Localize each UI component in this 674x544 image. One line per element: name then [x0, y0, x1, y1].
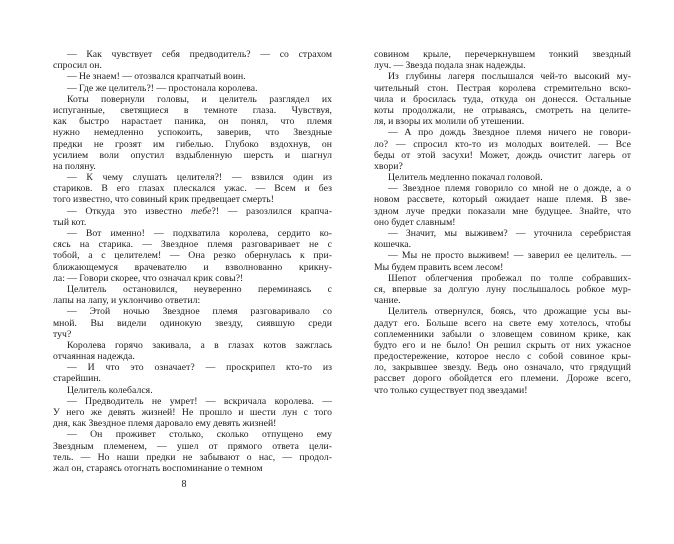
paragraph	[53, 49, 332, 71]
text-line: предки не грозят им гибелью. Глубоко вздохнув, он	[53, 138, 332, 150]
paragraph	[374, 71, 631, 127]
text-line: ло, закрывшее звезду. Ведь оно означало, что грядущий	[374, 362, 631, 374]
text-line: — Откуда это известно тебе?! — разозлился крапча-	[67, 205, 332, 217]
text-line: — Предводитель не умрет! — вскричала королева. —	[67, 395, 332, 407]
text-line: ло? — спросил кто-то из молодых воителей. — Все	[374, 138, 631, 150]
text-line: — Он проживет столько, сколько отпущено ему	[67, 429, 332, 441]
text-line: спросил он.	[53, 60, 102, 72]
text-line: Из глубины лагеря послышался чей-то высокий му-	[388, 71, 631, 83]
text-line: старейшин.	[53, 373, 102, 385]
paragraph	[374, 250, 631, 272]
paragraph	[53, 396, 332, 430]
paragraph	[53, 172, 332, 206]
text-line: что только существует под звездами!	[374, 384, 528, 396]
paragraph	[374, 49, 631, 71]
left-page-text-column	[53, 49, 332, 474]
text-line: туч?	[53, 328, 72, 340]
paragraph	[53, 284, 332, 306]
right-page-text-column	[374, 49, 631, 396]
text-line: беды от этой засухи! Может, дождь очистит лагерь от	[374, 149, 631, 161]
text-line: Целитель остановился, неуверенно переминаясь с	[67, 283, 332, 295]
text-line: чила и бросилась туда, откуда он донесся. Остальные	[374, 93, 631, 105]
text-line: — Вот именно! — подхватила королева, сердито ко-	[67, 228, 332, 239]
text-line: на поляну.	[53, 160, 96, 172]
text-line: Коты повернули головы, и целитель разглядел их	[67, 93, 332, 105]
text-line: мной. Вы видели одинокую звезду, сиявшую среди	[53, 317, 332, 329]
text-line: — Не знаем! — отозвался крапчатый воин.	[67, 71, 246, 83]
text-line: — Этой ночью Звездное племя разговаривало со	[67, 306, 332, 318]
text-line: Шепот облегчения пробежал по толпе собравших-	[388, 272, 631, 284]
text-line: новом рассвете, который ожидает наше племя. В зве-	[374, 194, 631, 206]
text-line: тобой, а с целителем! — Она резко обернулась к при-	[53, 250, 332, 262]
paragraph	[53, 228, 332, 284]
text-line: дня, как Звездное племя даровало ему девять жизней!	[53, 418, 277, 430]
paragraph	[53, 83, 332, 94]
page-number: 8	[181, 479, 187, 490]
text-line: — Мы не просто выживем! — заверил ее целитель. —	[388, 250, 631, 262]
text-line: того известно, что совиный крик предвещает смерть!	[53, 194, 275, 206]
text-line: коты продолжали, не отрываясь, смотреть на целите-	[374, 104, 631, 116]
text-line: Целитель колебался.	[67, 384, 153, 396]
paragraph	[53, 71, 332, 82]
text-line: кошечка.	[374, 239, 412, 251]
text-line: ла: — Говори скорее, что означал крик совы?!	[53, 272, 244, 284]
text-line: хвори?	[374, 160, 403, 172]
text-line: — Звездное племя говорило со мной не о дожде, а о	[388, 183, 631, 195]
text-line: луч. — Звезда подала знак надежды.	[374, 60, 526, 72]
text-line: жал он, стараясь отогнать воспоминание о темном	[53, 462, 263, 474]
paragraph	[374, 273, 631, 307]
text-line: Мы будем править всем лесом!	[374, 261, 504, 273]
text-line: Целитель отвернулся, боясь, что дрожащие усы вы-	[388, 306, 631, 318]
paragraph	[374, 183, 631, 228]
text-line: чительный стон. Пестрая королева стремительно вско-	[374, 82, 631, 94]
paragraph	[53, 429, 332, 474]
paragraph	[374, 228, 631, 250]
text-line: сясь на старика. — Звездное племя разговаривает не с	[53, 239, 332, 251]
text-line: — А про дождь Звездное племя ничего не говори-	[388, 127, 631, 139]
text-line: ся, впервые за долгую луну послышалось робкое мур-	[374, 283, 631, 295]
text-line: тель. — Но наши предки не забывают о нас, — продол-	[53, 451, 332, 463]
paragraph	[53, 362, 332, 384]
paragraph	[53, 94, 332, 172]
text-line: У него же девять жизней! Не прошло и шести лун с того	[53, 407, 332, 418]
text-line: Звездным племенем, — ушел от прямого ответа цели-	[53, 440, 332, 452]
paragraph	[53, 306, 332, 340]
text-line: предостережение, которое несло с собой совиное кры-	[374, 351, 631, 363]
text-line: будто его и не было! Он решил скрыть от них ужасное	[374, 339, 631, 351]
paragraph	[53, 340, 332, 362]
text-line: — Значит, мы выживем? — уточнила серебристая	[388, 228, 631, 239]
text-line: чание.	[374, 295, 401, 307]
text-line: — Где же целитель?! — простонала королева.	[67, 82, 258, 94]
paragraph	[53, 206, 332, 228]
paragraph	[374, 127, 631, 172]
text-line: Королева горячо закивала, а в глазах котов зажглась	[67, 339, 332, 351]
text-line: усилием воли опустил вздыбленную шерсть и шагнул	[53, 149, 332, 161]
text-line: совином крыле, перечеркнувшем тонкий звездный	[374, 49, 631, 60]
text-line: тый кот.	[53, 216, 87, 228]
text-line: лапы на лапу, и уклончиво ответил:	[53, 295, 201, 307]
text-line: дадут его. Больше всего на свете ему хотелось, чтобы	[374, 317, 631, 329]
text-line: нужно немедленно успокоить, заверив, что Звездные	[53, 127, 332, 139]
text-line: — И что это означает? — проскрипел кто-то из	[67, 362, 332, 374]
text-line: испуганные, светящиеся в темноте глаза. Чувствуя,	[53, 104, 332, 116]
text-line: как быстро нарастает паника, он понял, что племя	[53, 116, 332, 128]
text-line: — Как чувствует себя предводитель? — со страхом	[67, 49, 332, 60]
text-line: здном луче предки показали мне будущее. Знайте, что	[374, 205, 631, 217]
text-line: соплеменники забыли о зловещем совином крике, как	[374, 328, 631, 340]
text-line: ля, и взоры их молили об утешении.	[374, 116, 525, 128]
paragraph	[53, 385, 332, 396]
text-line: рассвет дорого обойдется его племени. Дороже всего,	[374, 373, 631, 385]
text-line: — К чему слушать целителя?! — взвился один из	[67, 172, 332, 184]
text-line: Целитель медленно покачал головой.	[388, 172, 543, 184]
text-line: ближающемуся врачевателю и взволнованно крикну-	[53, 261, 332, 273]
text-line: отчаянная надежда.	[53, 351, 135, 363]
paragraph	[374, 306, 631, 396]
text-line: оно будет славным!	[374, 216, 456, 228]
text-line: стариков. В его глазах плескался ужас. — Всем и без	[53, 183, 332, 195]
paragraph	[374, 172, 631, 183]
